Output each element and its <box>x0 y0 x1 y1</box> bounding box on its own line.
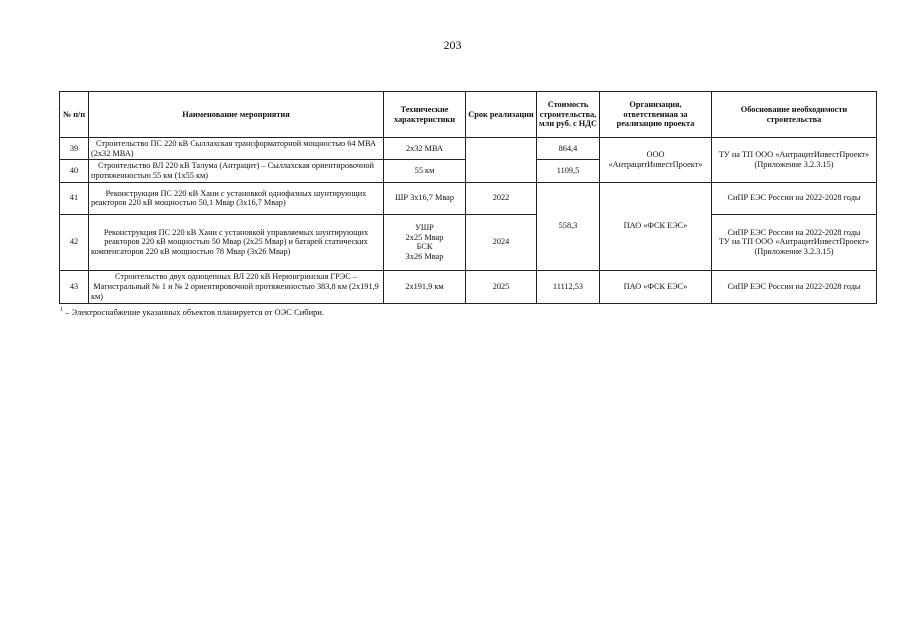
table-row <box>60 138 877 160</box>
cost-value: 558,3 <box>537 182 600 270</box>
org-cell: ПАО «ФСК ЕЭС» <box>600 182 712 270</box>
row-number: 43 <box>60 270 89 303</box>
basis-line: ТУ на ТП ООО «АнтрацитИнвестПроект» <box>718 237 870 247</box>
row-number: 42 <box>60 214 89 270</box>
measure-name: Строительство двух одноцепных ВЛ 220 кВ Нерюнгринская ГРЭС – Магистральный № 1 и № 2 ориентировочной протяженностью 383,8 км (2х191,9 км) <box>89 270 384 303</box>
cost-value: 1109,5 <box>537 160 600 182</box>
row-number: 39 <box>60 138 89 160</box>
page-number: 203 <box>443 38 462 52</box>
row-number: 40 <box>60 160 89 182</box>
measures-table <box>59 91 877 304</box>
cost-value: 11112,53 <box>537 270 600 303</box>
measure-name: Строительство ПС 220 кВ Сыллахская трансформаторной мощностью 64 МВА (2х32 МВА) <box>89 138 384 160</box>
org-line: ООО <box>646 150 665 160</box>
footnote-mark: 1 <box>60 307 63 314</box>
basis-cell <box>712 138 877 183</box>
org-cell: ПАО «ФСК ЕЭС» <box>600 270 712 303</box>
header-name: Наименование мероприятия <box>89 92 384 138</box>
footnote-text: – Электроснабжение указанных объектов планируется от ОЭС Сибири. <box>63 307 325 317</box>
row-number: 41 <box>60 182 89 214</box>
basis-cell: СиПР ЕЭС России на 2022-2028 годы <box>712 182 877 214</box>
tech-spec: ШР 3х16,7 Мвар <box>384 182 466 214</box>
term-cell-empty <box>466 138 537 183</box>
header-term: Срок реализации <box>466 92 537 138</box>
tech-line: БСК <box>416 242 433 252</box>
table-row <box>60 214 877 270</box>
table-row <box>60 270 877 303</box>
header-basis: Обоснование необходимости строительства <box>712 92 877 138</box>
term-value: 2025 <box>466 270 537 303</box>
term-value: 2022 <box>466 182 537 214</box>
header-tech: Технические характеристики <box>384 92 466 138</box>
table-row <box>60 182 877 214</box>
basis-line: ТУ на ТП ООО «АнтрацитИнвестПроект» <box>718 150 870 160</box>
org-line: «АнтрацитИнвестПроект» <box>608 159 703 169</box>
term-value: 2024 <box>466 214 537 270</box>
cost-value: 864,4 <box>537 138 600 160</box>
tech-line: 2х25 Мвар <box>405 232 444 242</box>
tech-spec: 55 км <box>384 160 466 182</box>
header-cost: Стоимость строительства, млн руб. с НДС <box>537 92 600 138</box>
footnote <box>60 307 324 317</box>
tech-line: УШР <box>415 222 434 232</box>
basis-line: СиПР ЕЭС России на 2022-2028 годы <box>727 227 861 237</box>
tech-line: 3х26 Мвар <box>405 252 444 262</box>
measure-name: Строительство ВЛ 220 кВ Талума (Антрацит) – Сыллахская ориентировочной протяженностью 55 км (1х55 км) <box>89 160 384 182</box>
tech-spec: 2х32 МВА <box>384 138 466 160</box>
table-header-row <box>60 92 877 138</box>
tech-spec <box>384 214 466 270</box>
org-cell <box>600 138 712 183</box>
header-org: Организация, ответственная за реализацию проекта <box>600 92 712 138</box>
basis-cell: СиПР ЕЭС России на 2022-2028 годы <box>712 270 877 303</box>
measure-name: Реконструкция ПС 220 кВ Хани с установкой однофазных шунтирующих реакторов 220 кВ мощностью 50,1 Мвар (3х16,7 Мвар) <box>89 182 384 214</box>
basis-line: (Приложение 3.2.3.15) <box>754 159 834 169</box>
measure-name: Реконструкция ПС 220 кВ Хани с установкой управляемых шунтирующих реакторов 220 кВ мощностью 50 Мвар (2х25 Мвар) и батарей статических компенсаторов 220 кВ мощностью 78 Мвар (3х26 Мвар) <box>89 214 384 270</box>
tech-spec: 2х191,9 км <box>384 270 466 303</box>
basis-cell <box>712 214 877 270</box>
header-num: № п/п <box>60 92 89 138</box>
basis-line: (Приложение 3.2.3.15) <box>754 247 834 257</box>
